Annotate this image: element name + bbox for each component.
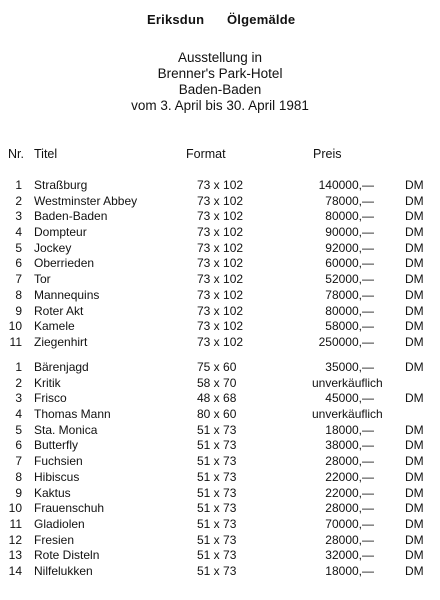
row-currency: DM [405, 485, 424, 500]
row-title: Sta. Monica [34, 422, 98, 437]
row-currency: DM [405, 193, 424, 208]
painting-list-large [0, 178, 440, 351]
row-price: 52000,— [325, 272, 374, 287]
row-price: unverkäuflich [312, 407, 383, 422]
table-row [0, 241, 440, 257]
row-format: 51 x 73 [197, 438, 237, 453]
row-currency: DM [405, 225, 424, 240]
row-price: 22000,— [325, 485, 374, 500]
row-title: Ziegenhirt [34, 334, 88, 349]
table-row [0, 256, 440, 272]
row-currency: DM [405, 319, 424, 334]
table-row [0, 533, 440, 549]
row-format: 73 x 102 [197, 193, 244, 208]
row-currency: DM [405, 501, 424, 516]
row-format: 51 x 73 [197, 454, 237, 469]
table-row [0, 391, 440, 407]
row-currency: DM [405, 469, 424, 484]
row-price: 45000,— [325, 391, 374, 406]
exhibition-line-1: Ausstellung in [177, 50, 263, 65]
table-row [0, 470, 440, 486]
row-currency: DM [405, 532, 424, 547]
row-title: Baden-Baden [34, 209, 108, 224]
table-row [0, 288, 440, 304]
row-price: 22000,— [325, 469, 374, 484]
row-currency: DM [405, 454, 424, 469]
row-format: 73 x 102 [197, 256, 244, 271]
exhibition-line-3: Baden-Baden [178, 82, 262, 97]
row-number: 1 [15, 178, 22, 192]
row-currency: DM [405, 272, 424, 287]
row-title: Oberrieden [34, 256, 95, 271]
row-title: Kamele [34, 319, 75, 334]
row-title: Straßburg [34, 178, 88, 192]
row-price: 60000,— [325, 256, 374, 271]
table-row [0, 407, 440, 423]
row-currency: DM [405, 422, 424, 437]
row-format: 51 x 73 [197, 532, 237, 547]
table-row [0, 319, 440, 335]
column-header-title: Titel [34, 147, 58, 161]
row-format: 51 x 73 [197, 548, 237, 563]
medium-label: Ölgemälde [227, 12, 296, 27]
row-number: 13 [8, 548, 22, 563]
row-format: 73 x 102 [197, 272, 244, 287]
row-number: 11 [9, 516, 22, 531]
table-row [0, 225, 440, 241]
row-title: Mannequins [34, 287, 100, 302]
exhibition-info [0, 50, 440, 114]
table-row [0, 501, 440, 517]
row-number: 12 [8, 532, 22, 547]
table-row [0, 360, 440, 376]
table-row [0, 194, 440, 210]
row-price: 70000,— [325, 516, 374, 531]
row-currency: DM [405, 178, 424, 192]
row-title: Hibiscus [34, 469, 80, 484]
row-price: 28000,— [325, 532, 374, 547]
row-format: 75 x 60 [197, 360, 237, 374]
exhibition-line-2: Brenner's Park-Hotel [157, 66, 283, 81]
row-format: 73 x 102 [197, 178, 244, 192]
column-header-price: Preis [313, 147, 342, 161]
row-price: 18000,— [325, 563, 374, 578]
row-currency: DM [405, 256, 424, 271]
row-price: 80000,— [325, 209, 374, 224]
row-price: 92000,— [325, 240, 374, 255]
row-currency: DM [405, 548, 424, 563]
row-format: 73 x 102 [197, 287, 244, 302]
row-price: 35000,— [325, 360, 374, 374]
column-header-format: Format [186, 147, 226, 161]
row-price: 18000,— [325, 422, 374, 437]
row-currency: DM [405, 334, 424, 349]
column-header-nr: Nr. [8, 147, 24, 161]
row-currency: DM [405, 287, 424, 302]
row-title: Nilfelukken [34, 563, 93, 578]
row-number: 6 [15, 438, 22, 453]
row-format: 48 x 68 [197, 391, 237, 406]
row-title: Gladiolen [34, 516, 85, 531]
table-row [0, 272, 440, 288]
row-price: 90000,— [325, 225, 374, 240]
row-format: 51 x 73 [197, 485, 237, 500]
exhibition-dates: vom 3. April bis 30. April 1981 [131, 98, 309, 113]
row-title: Rote Disteln [34, 548, 100, 563]
row-title: Thomas Mann [34, 407, 111, 422]
row-number: 8 [15, 469, 22, 484]
row-format: 80 x 60 [197, 407, 237, 422]
row-title: Tor [34, 272, 51, 287]
row-number: 4 [15, 407, 22, 422]
row-price: 28000,— [325, 501, 374, 516]
row-format: 73 x 102 [197, 209, 244, 224]
row-price: 32000,— [325, 548, 374, 563]
table-row [0, 304, 440, 320]
row-format: 51 x 73 [197, 501, 237, 516]
row-number: 5 [15, 240, 22, 255]
row-number: 2 [15, 193, 22, 208]
row-currency: DM [405, 303, 424, 318]
row-title: Bärenjagd [34, 360, 89, 374]
row-title: Fuchsien [34, 454, 83, 469]
table-row [0, 423, 440, 439]
row-number: 8 [15, 287, 22, 302]
painting-list-small [0, 360, 440, 580]
row-title: Frauenschuh [34, 501, 105, 516]
table-header [0, 147, 440, 163]
row-number: 5 [15, 422, 22, 437]
row-format: 73 x 102 [197, 334, 244, 349]
table-row [0, 209, 440, 225]
table-row [0, 438, 440, 454]
row-number: 3 [15, 209, 22, 224]
row-title: Jockey [34, 240, 72, 255]
row-price: 78000,— [325, 193, 374, 208]
row-currency: DM [405, 438, 424, 453]
row-title: Frisco [34, 391, 67, 406]
row-number: 11 [9, 334, 22, 349]
table-row [0, 376, 440, 392]
row-price: 80000,— [325, 303, 374, 318]
row-format: 51 x 73 [197, 516, 237, 531]
row-currency: DM [405, 391, 424, 406]
row-number: 1 [15, 360, 22, 374]
row-number: 9 [15, 303, 22, 318]
table-row [0, 548, 440, 564]
row-title: Roter Akt [34, 303, 84, 318]
row-number: 10 [8, 501, 22, 516]
row-number: 3 [15, 391, 22, 406]
row-price: 140000,— [318, 178, 374, 192]
row-format: 51 x 73 [197, 422, 237, 437]
row-number: 2 [15, 375, 22, 390]
row-number: 7 [15, 272, 22, 287]
row-title: Fresien [34, 532, 75, 547]
row-format: 73 x 102 [197, 303, 244, 318]
row-title: Dompteur [34, 225, 87, 240]
row-number: 6 [15, 256, 22, 271]
table-row [0, 454, 440, 470]
row-price: 78000,— [325, 287, 374, 302]
table-row [0, 517, 440, 533]
artist-name: Eriksdun [147, 12, 205, 27]
row-price: 250000,— [318, 334, 374, 349]
row-number: 10 [8, 319, 22, 334]
row-number: 14 [8, 563, 22, 578]
row-format: 58 x 70 [197, 375, 237, 390]
row-title: Westminster Abbey [34, 193, 138, 208]
row-format: 51 x 73 [197, 563, 237, 578]
row-title: Butterfly [34, 438, 79, 453]
row-number: 9 [15, 485, 22, 500]
row-format: 73 x 102 [197, 225, 244, 240]
row-number: 7 [15, 454, 22, 469]
row-format: 51 x 73 [197, 469, 237, 484]
row-currency: DM [405, 240, 424, 255]
table-row [0, 178, 440, 194]
row-format: 73 x 102 [197, 319, 244, 334]
row-currency: DM [405, 209, 424, 224]
table-row [0, 486, 440, 502]
row-title: Kaktus [34, 485, 71, 500]
row-number: 4 [15, 225, 22, 240]
row-currency: DM [405, 563, 424, 578]
row-format: 73 x 102 [197, 240, 244, 255]
row-currency: DM [405, 360, 424, 374]
table-row [0, 564, 440, 580]
row-currency: DM [405, 516, 424, 531]
row-price: unverkäuflich [312, 375, 383, 390]
row-price: 38000,— [325, 438, 374, 453]
row-price: 58000,— [325, 319, 374, 334]
table-row [0, 335, 440, 351]
row-title: Kritik [34, 375, 61, 390]
row-price: 28000,— [325, 454, 374, 469]
